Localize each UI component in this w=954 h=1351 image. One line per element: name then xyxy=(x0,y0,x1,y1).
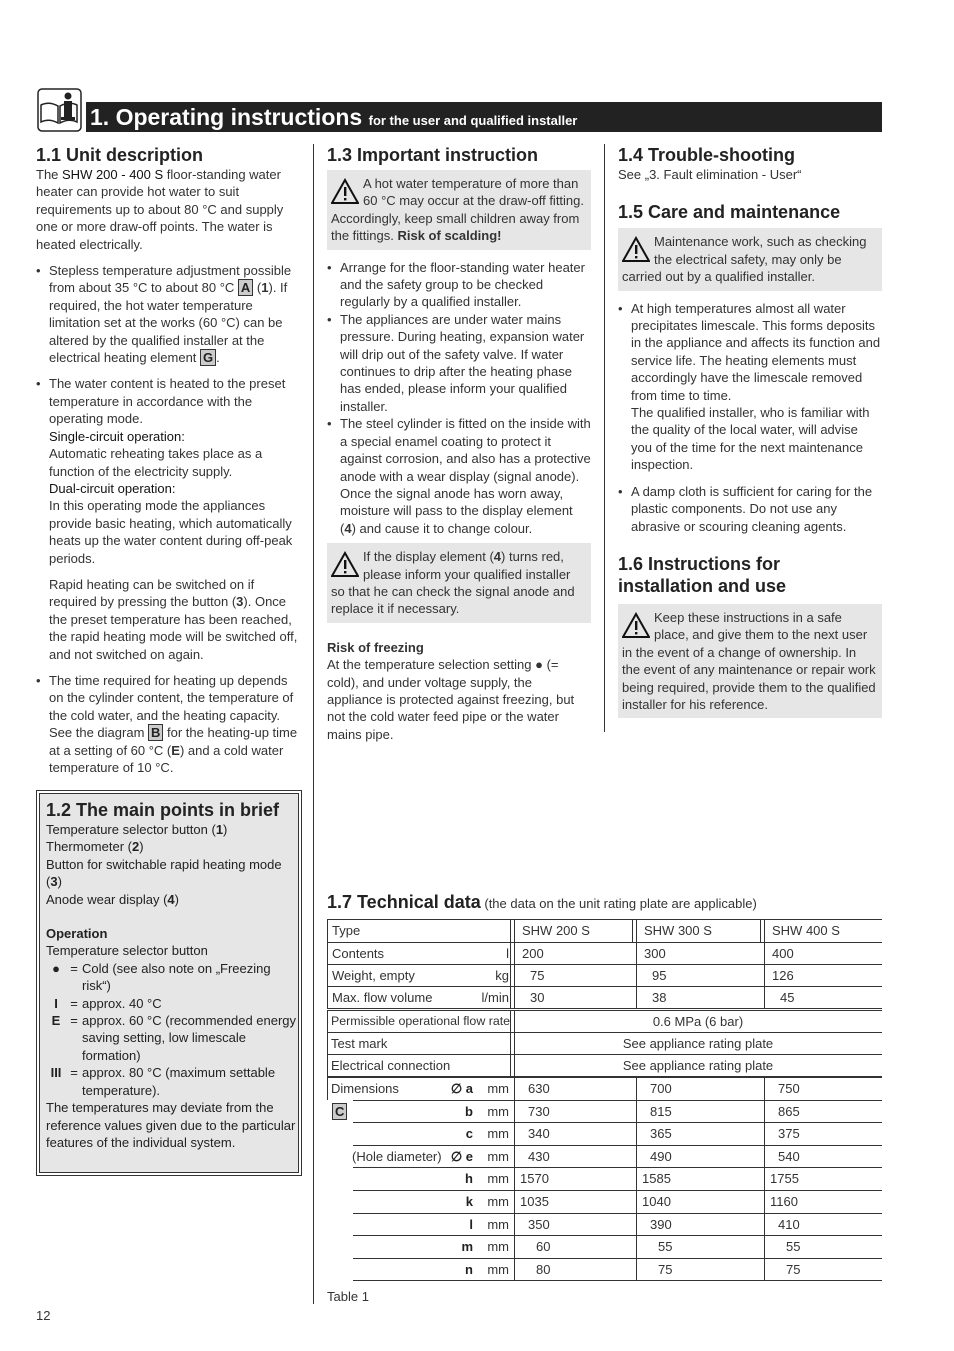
table-rule xyxy=(510,986,511,1008)
table-cell: 60 xyxy=(536,1239,551,1255)
heading-1-2: 1.2 The main points in brief xyxy=(46,800,280,820)
heading-1-1: 1.1 Unit description xyxy=(36,145,204,165)
table-cell: 75 xyxy=(658,1261,673,1277)
table-rule xyxy=(327,1077,328,1100)
table-rule xyxy=(327,964,328,986)
table-dim-symbol: b xyxy=(465,1103,473,1119)
table-cell: 75 xyxy=(530,968,545,983)
table-caption: Table 1 xyxy=(327,1289,369,1304)
warning-box-maintenance: Maintenance work, such as checking the electrical safety, may only be carried out by a qualified installer. xyxy=(618,228,882,290)
table-rule xyxy=(327,986,328,1008)
table-cell: 1570 xyxy=(520,1171,549,1187)
table-cell: 55 xyxy=(786,1239,801,1255)
table-rule xyxy=(327,942,328,964)
table-cell: 55 xyxy=(658,1239,673,1255)
table-rule xyxy=(327,1054,882,1055)
point-anode: Anode wear display (4) xyxy=(46,891,179,907)
temperature-note: The temperatures may deviate from the reference values given due to the particular features of the individual system. xyxy=(46,1100,296,1150)
warning-box-instructions: Keep these instructions in a safe place, and give them to the next user in the event of a change of ownership. In the event of any maintenance or repair work being required, provide them to the qualified installer for his reference. xyxy=(618,604,882,718)
table-cell: 1040 xyxy=(642,1194,671,1209)
table-rule xyxy=(327,1077,882,1078)
table-cell: 1035 xyxy=(520,1194,549,1209)
heading-1-3: 1.3 Important instruction xyxy=(327,145,539,165)
table-rule xyxy=(636,964,637,986)
table-cell: 630 xyxy=(528,1081,550,1096)
table-rule xyxy=(764,1077,765,1280)
table-cell: 1755 xyxy=(770,1171,799,1187)
table-cell: 200 xyxy=(522,946,544,961)
table-cell: 1160 xyxy=(770,1194,798,1209)
table-row-label: Permissible operational flow rate xyxy=(331,1014,511,1028)
table-rule xyxy=(514,942,515,964)
table-row-unit: l xyxy=(506,946,509,961)
table-dim-symbol: m xyxy=(461,1239,473,1255)
table-span-cell: See appliance rating plate xyxy=(622,1036,774,1051)
table-dim-symbol: n xyxy=(465,1261,473,1277)
setting-row: I = approx. 40 °C xyxy=(54,995,162,1011)
point-selector: Temperature selector button (1) xyxy=(46,822,228,837)
table-header-cell: SHW 300 S xyxy=(644,923,712,938)
table-row-label: Test mark xyxy=(331,1036,388,1051)
table-row-unit: mm xyxy=(487,1148,509,1164)
list-item: • The steel cylinder is fitted on the inside with a special enamel coating to protect it against corrosion, and also has a protective anode with a wear display (signal anode). Once the signal anode has worn away, moisture will pass to the display element (4) and cause it to change colour. xyxy=(327,415,591,537)
table-cell: 126 xyxy=(772,968,794,983)
table-row-unit: mm xyxy=(487,1171,509,1187)
table-rule xyxy=(353,1167,882,1168)
table-rule xyxy=(327,964,882,965)
table-cell: 815 xyxy=(650,1103,672,1119)
heading-1-6: 1.6 Instructions for installation and use xyxy=(618,553,787,596)
table-cell: 390 xyxy=(650,1216,672,1232)
table-row-label: Max. flow volume xyxy=(332,990,433,1005)
warning-box-anode: If the display element (4) turns red, please inform your qualified installer so that he can check the signal anode and replace it if necessary. xyxy=(327,543,591,623)
diagram-badge-a: A xyxy=(238,279,253,296)
list-item: • The water content is heated to the preset temperature in accordance with the operating mode. Single-circuit operation: Automatic reheating takes place as a function of the electricity supply. Dual-circuit operation: In this operating mode the appliances provide basic heating, which automatically heats up the water content during off-peak periods. Rapid heating can be switched on if required by pressing the button (3). Once the preset temperature has been reached, the rapid heating mode will be switched off, and not switched on again. xyxy=(36,375,300,663)
diagram-badge-g: G xyxy=(200,349,216,366)
operation-subtitle: Temperature selector button xyxy=(46,943,208,959)
table-dim-symbol: ∅ e xyxy=(450,1148,473,1164)
table-rule xyxy=(353,1235,882,1236)
setting-row: E = approx. 60 °C (recommended energy saving setting, low limescale formation) xyxy=(51,1013,297,1063)
troubleshooting-text: See „3. Fault elimination - User“ xyxy=(618,167,802,182)
table-cell: 38 xyxy=(652,990,667,1005)
table-row-unit: kg xyxy=(495,968,509,983)
table-row-label: (Hole diameter) xyxy=(352,1148,442,1164)
table-header-cell: Type xyxy=(332,923,361,938)
table-row-label: Contents xyxy=(332,946,385,961)
table-header-cell: SHW 400 S xyxy=(772,923,840,938)
table-rule xyxy=(353,1280,882,1281)
table-cell: 30 xyxy=(530,990,545,1005)
table-rule xyxy=(510,1032,511,1054)
table-row-unit: mm xyxy=(487,1194,509,1209)
table-cell: 95 xyxy=(652,968,667,983)
list-item: • A damp cloth is sufficient for caring for the plastic components. Do not use any abrasive or scouring cleaning agents. xyxy=(618,483,882,535)
table-cell: 400 xyxy=(772,946,794,961)
table-rule xyxy=(636,919,637,942)
table-rule xyxy=(327,1032,328,1054)
table-rule xyxy=(353,1258,882,1259)
table-rule xyxy=(510,942,511,964)
table-rule xyxy=(510,1010,511,1032)
table-cell: 410 xyxy=(778,1216,800,1232)
table-rule xyxy=(353,1213,882,1214)
table-cell: 365 xyxy=(650,1126,672,1142)
table-rule xyxy=(327,1032,882,1033)
table-rule xyxy=(353,1145,882,1146)
table-cell: 540 xyxy=(778,1148,800,1164)
table-span-cell: 0.6 MPa (6 bar) xyxy=(652,1014,744,1029)
setting-row: ● = Cold (see also note on „Freezing risk“) xyxy=(52,960,271,994)
table-rule xyxy=(514,919,515,942)
list-item: • Stepless temperature adjustment possible from about 35 °C to about 80 °C A (1). If required, the hot water temperature limitation set at the works (60 °C) can be altered by the qualified installer at the electrical heating element G . xyxy=(36,262,300,366)
table-row-label: Electrical connection xyxy=(331,1058,451,1073)
unit-description-intro: The SHW 200 - 400 S floor-standing water heater can provide hot water to suit requirements up to about 80 °C and supply one or more draw-off points. The water is heated electrically. xyxy=(36,167,284,252)
table-rule xyxy=(353,1190,882,1191)
table-rule xyxy=(514,1077,515,1280)
table-cell: 75 xyxy=(786,1261,801,1277)
table-rule xyxy=(327,919,882,920)
table-rule xyxy=(764,964,765,986)
table-dim-symbol: ∅ a xyxy=(450,1081,473,1096)
table-cell: 700 xyxy=(650,1081,672,1096)
table-rule xyxy=(327,1010,328,1032)
table-row-unit: mm xyxy=(487,1103,509,1119)
point-thermometer: Thermometer (2) xyxy=(46,839,144,855)
table-cell: 350 xyxy=(528,1216,550,1232)
table-cell: 430 xyxy=(528,1148,550,1164)
table-rule xyxy=(764,919,765,942)
table-cell: 865 xyxy=(778,1103,800,1119)
table-rule xyxy=(327,986,882,987)
table-cell: 750 xyxy=(778,1081,800,1096)
table-span-cell: See appliance rating plate xyxy=(622,1058,774,1073)
heading-1-5: 1.5 Care and maintenance xyxy=(618,202,841,223)
freezing-text: At the temperature selection setting ● (= cold), and under voltage supply, the appliance is protected against freezing, but not the cold water feed pipe or the water mains pipe. xyxy=(327,657,575,742)
table-row-unit: mm xyxy=(487,1239,509,1255)
table-rule xyxy=(514,1032,515,1054)
table-rule xyxy=(327,942,882,943)
freezing-title: Risk of freezing xyxy=(327,639,424,655)
table-rule xyxy=(636,942,637,964)
table-rule xyxy=(510,964,511,986)
table-rule xyxy=(514,986,515,1008)
setting-row: III = approx. 80 °C (maximum settable temperature). xyxy=(50,1065,276,1098)
table-rule xyxy=(353,1122,882,1123)
table-rule xyxy=(327,1008,882,1009)
list-item: • The appliances are under water mains pressure. During heating, expansion water will drip out of the safety valve. If water continues to drip after the heating phase has ended, please inform your qualified installer. xyxy=(327,311,591,415)
table-rule xyxy=(764,986,765,1008)
table-rule xyxy=(327,1010,882,1011)
list-item: • At high temperatures almost all water precipitates limescale. This forms deposits in the appliance and affects its function and service life. The heating elements must accordingly have the limescale removed from time to time. The qualified installer, who is familiar with the quality of the local water, will advise you of the time for the next maintenance inspection. xyxy=(618,300,882,474)
table-rule xyxy=(514,964,515,986)
heading-1-4: 1.4 Trouble-shooting xyxy=(618,145,796,165)
page-title: 1. Operating instructions for the user and qualified installer xyxy=(90,104,578,130)
page-number: 12 xyxy=(36,1308,51,1323)
table-cell: 340 xyxy=(528,1126,550,1142)
warning-box-scalding: A hot water temperature of more than 60 °C may occur at the draw-off fitting. Accordingly, keep small children away from the fittings. Risk of scalding! xyxy=(327,170,591,250)
table-cell: 1585 xyxy=(642,1171,671,1187)
table-cell: 375 xyxy=(778,1126,800,1142)
table-row-label: Weight, empty xyxy=(332,968,415,983)
table-dim-symbol: l xyxy=(469,1216,473,1232)
list-item: • Arrange for the floor-standing water heater and the safety group to be checked regularly by a qualified installer. xyxy=(327,259,591,311)
heading-1-7: 1.7 Technical data (the data on the unit rating plate are applicable) xyxy=(327,892,757,912)
table-row-label: Dimensions xyxy=(331,1081,399,1096)
table-rule xyxy=(760,919,761,942)
table-row-unit: mm xyxy=(487,1216,509,1232)
table-rule xyxy=(327,1054,328,1076)
table-cell: 490 xyxy=(650,1148,672,1164)
table-cell: 300 xyxy=(644,946,666,961)
point-rapid: Button for switchable rapid heating mode (3) xyxy=(46,856,282,890)
table-row-unit: l/min xyxy=(481,990,509,1005)
table-rule xyxy=(510,1054,511,1076)
table-rule xyxy=(510,919,511,942)
diagram-badge-c: C xyxy=(332,1103,347,1120)
table-rule xyxy=(632,919,633,942)
table-row-unit: mm xyxy=(487,1126,509,1142)
table-rule xyxy=(353,1100,882,1101)
table-rule xyxy=(636,1077,637,1280)
table-rule xyxy=(514,1010,515,1032)
table-dim-symbol: c xyxy=(465,1126,473,1142)
table-rule xyxy=(764,942,765,964)
heading-1-7-note: (the data on the unit rating plate are applicable) xyxy=(484,896,757,911)
table-cell: 45 xyxy=(780,990,795,1005)
table-dim-symbol: k xyxy=(465,1194,473,1209)
table-dim-symbol: h xyxy=(465,1171,473,1187)
list-item: • The time required for heating up depends on the cylinder content, the temperature of the cold water, and the heating capacity. See the diagram B for the heating-up time at a setting of 60 °C (E) and a cold water temperature of 10 °C. xyxy=(36,672,300,776)
table-rule xyxy=(327,919,328,942)
page-subtitle: for the user and qualified installer xyxy=(368,113,578,128)
table-header-cell: SHW 200 S xyxy=(522,923,590,938)
table-rule xyxy=(514,1054,515,1076)
table-cell: 730 xyxy=(528,1103,550,1119)
diagram-badge-b: B xyxy=(148,724,163,741)
operation-title: Operation xyxy=(46,926,108,942)
table-cell: 80 xyxy=(536,1261,551,1277)
table-rule xyxy=(636,986,637,1008)
table-row-unit: mm xyxy=(487,1081,509,1096)
table-row-unit: mm xyxy=(487,1261,509,1277)
